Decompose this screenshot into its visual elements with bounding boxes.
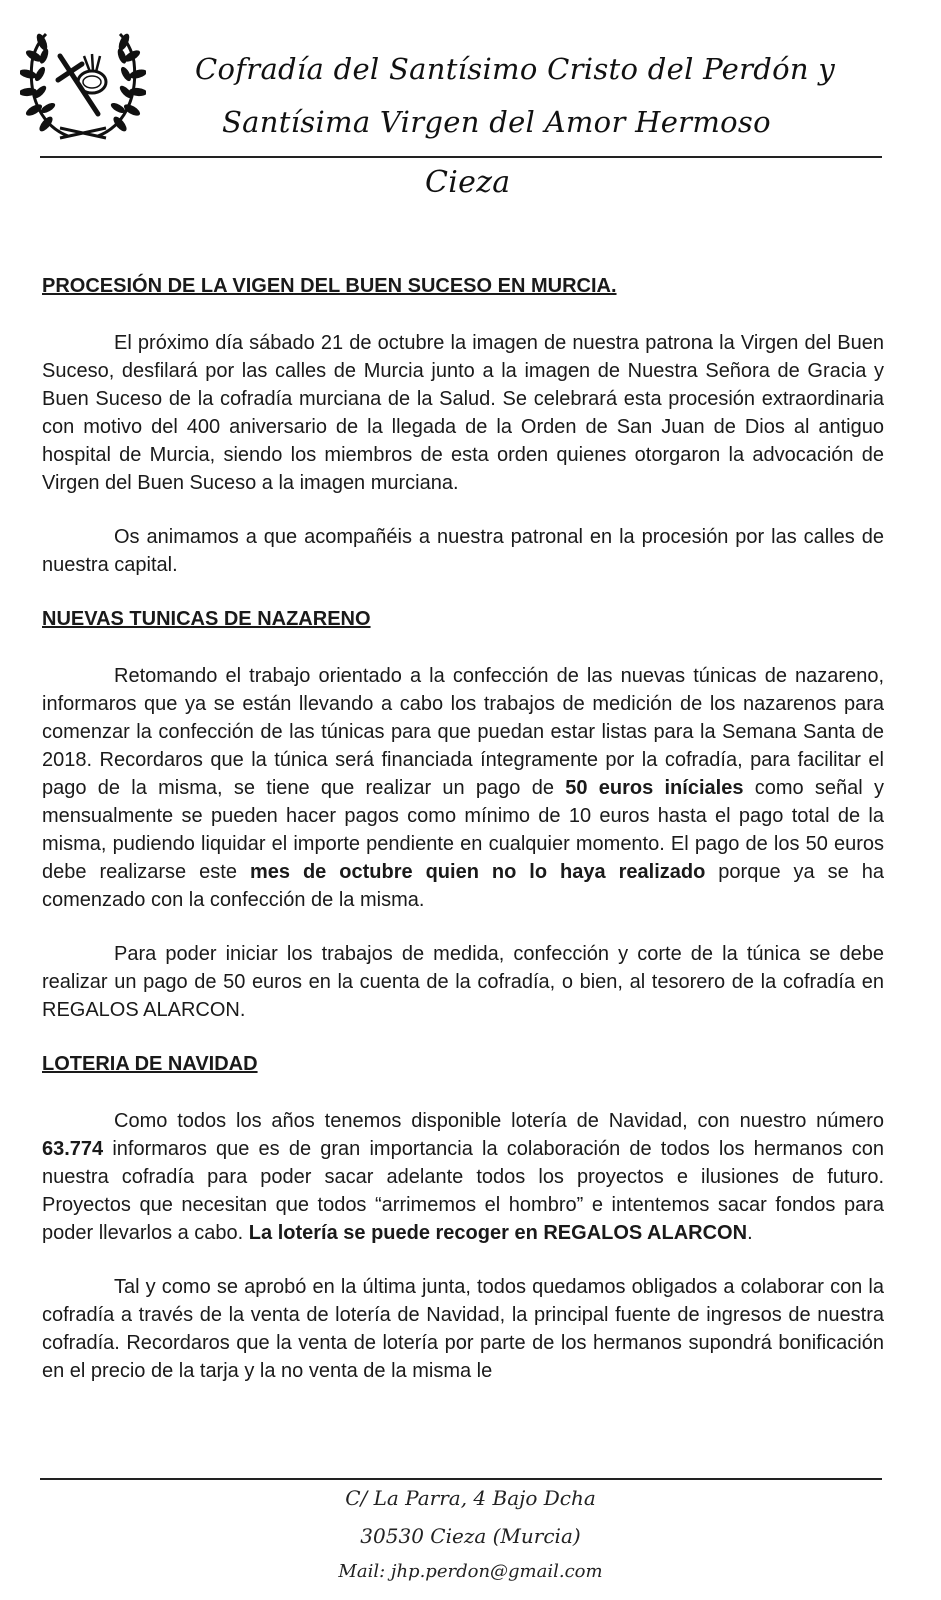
paragraph-procesion-2: Os animamos a que acompañéis a nuestra patronal en la procesión por las calles de nuestra capital. — [42, 526, 884, 576]
paragraph-loteria-1: Como todos los años tenemos disponible lotería de Navidad, con nuestro número 63.774 informaros que es de gran importancia la colaboración de todos los hermanos con nuestra cofradía para poder sacar adelante todos los proyectos e ilusiones de futuro. Proyectos que necesitan que todos “arrimemos el hombro” e intentemos sacar fondos para poder llevarlos a cabo. La lotería se puede recoger en REGALOS ALARCON. — [42, 1110, 884, 1244]
footer-address: C/ La Parra, 4 Bajo Dcha — [345, 1486, 596, 1510]
footer-mail: Mail: jhp.perdon@gmail.com — [338, 1561, 603, 1582]
paragraph-loteria-2: Tal y como se aprobó en la última junta, todos quedamos obligados a colaborar con la cofradía a través de la venta de lotería de Navidad, la principal fuente de ingresos de nuestra cofradía. Recordaros que la venta de lotería por parte de los hermanos supondrá bonificación en el precio de la tarja y la no venta de la misma le — [42, 1276, 884, 1382]
paragraph-tunicas-2: Para poder iniciar los trabajos de medida, confección y corte de la túnica se debe realizar un pago de 50 euros en la cuenta de la cofradía, o bien, al tesorero de la cofradía en REGALOS ALARCON. — [42, 943, 884, 1021]
cofradia-crest-logo — [20, 28, 146, 146]
section-heading-tunicas: NUEVAS TUNICAS DE NAZARENO — [42, 608, 371, 630]
footer-city: 30530 Cieza (Murcia) — [360, 1524, 581, 1548]
header-city: Cieza — [425, 165, 511, 200]
section-heading-procesion: PROCESIÓN DE LA VIGEN DEL BUEN SUCESO EN MURCIA. — [42, 275, 617, 297]
header-divider — [40, 156, 882, 158]
document-body — [42, 272, 884, 1385]
header-title-line2: Santísima Virgen del Amor Hermoso — [222, 105, 771, 139]
footer-divider — [40, 1478, 882, 1480]
paragraph-tunicas-1: Retomando el trabajo orientado a la confección de las nuevas túnicas de nazareno, informaros que ya se están llevando a cabo los trabajos de medición de los nazarenos para comenzar la confección de las túnicas para que puedan estar listas para la Semana Santa de 2018. Recordaros que la túnica será financiada íntegramente por la cofradía, para facilitar el pago de la misma, se tiene que realizar un pago de 50 euros iníciales como señal y mensualmente se pueden hacer pagos como mínimo de 10 euros hasta el pago total de la misma, pudiendo liquidar el importe pendiente en cualquier momento. El pago de los 50 euros debe realizarse este mes de octubre quien no lo haya realizado porque ya se ha comenzado con la confección de la misma. — [42, 665, 884, 911]
header-title-line1: Cofradía del Santísimo Cristo del Perdón y — [195, 52, 836, 86]
paragraph-procesion-1: El próximo día sábado 21 de octubre la imagen de nuestra patrona la Virgen del Buen Suceso, desfilará por las calles de Murcia junto a la imagen de Nuestra Señora de Gracia y Buen Suceso de la cofradía murciana de la Salud. Se celebrará esta procesión extraordinaria con motivo del 400 aniversario de la llegada de la Orden de San Juan de Dios al antiguo hospital de Murcia, siendo los miembros de esta orden quienes otorgaron la advocación de Virgen del Buen Suceso a la imagen murciana. — [42, 332, 884, 494]
section-heading-loteria: LOTERIA DE NAVIDAD — [42, 1053, 258, 1075]
